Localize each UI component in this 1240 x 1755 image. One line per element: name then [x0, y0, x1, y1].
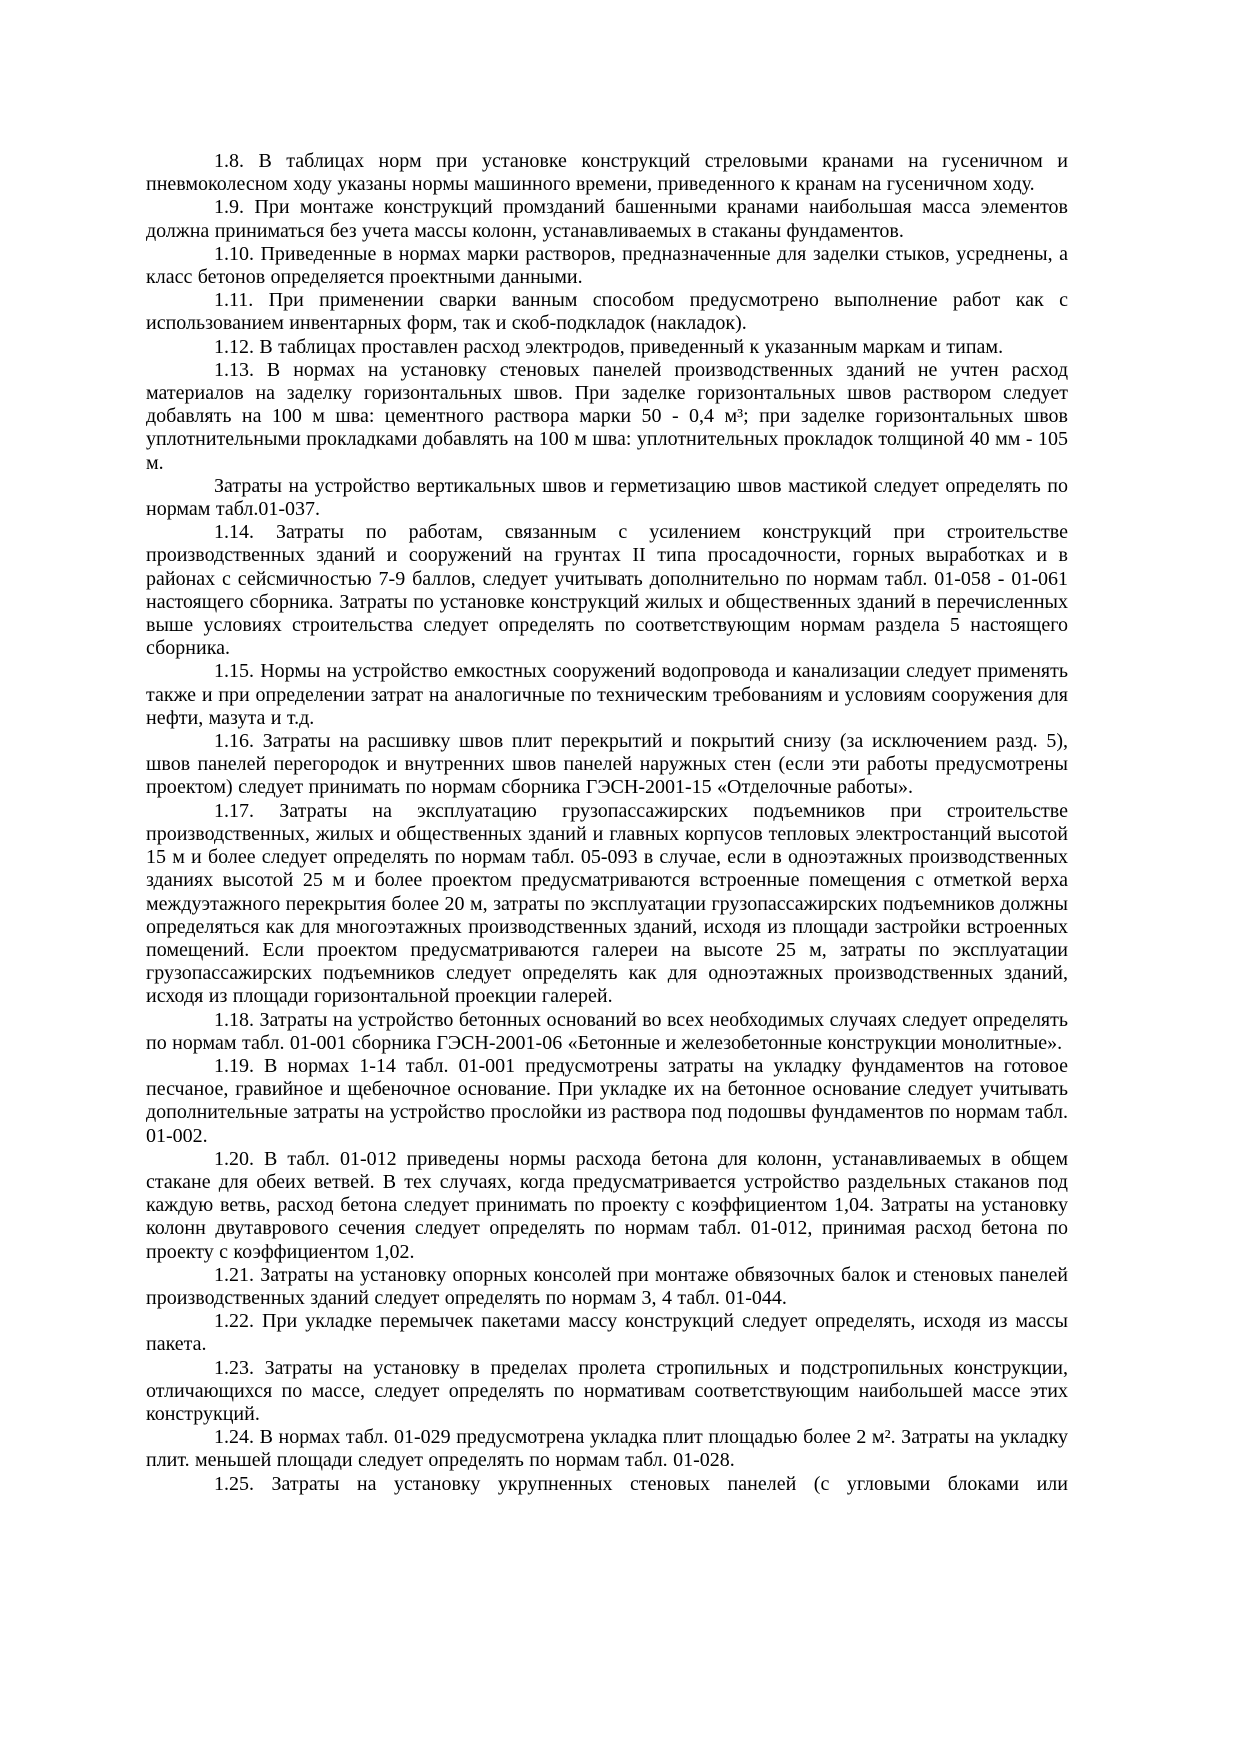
- paragraph-1-17: 1.17. Затраты на эксплуатацию грузопассажирских подъемников при строительстве производственных, жилых и общественных зданий и главных корпусов тепловых электростанций высотой 15 м и более следует определять по нормам табл. 05-093 в случае, если в одноэтажных производственных зданиях высотой 25 м и более проектом предусматриваются встроенные помещения с отметкой верха междуэтажного перекрытия более 20 м, затраты по эксплуатации грузопассажирских подъемников должны определяться как для многоэтажных производственных зданий, исходя из площади застройки встроенных помещений. Если проектом предусматриваются галереи на высоте 25 м, затраты по эксплуатации грузопассажирских подъемников следует определять как для одноэтажных производственных зданий, исходя из площади горизонтальной проекции галерей.: [146, 799, 1068, 1008]
- paragraph-1-24: 1.24. В нормах табл. 01-029 предусмотрена укладка плит площадью более 2 м². Затраты на укладку плит. меньшей площади следует определять по нормам табл. 01-028.: [146, 1426, 1068, 1472]
- paragraph-1-12: 1.12. В таблицах проставлен расход электродов, приведенный к указанным маркам и типам.: [214, 335, 1004, 358]
- paragraph-1-23: 1.23. Затраты на установку в пределах пролета стропильных и подстропильных конструкции, отличающихся по массе, следует определять по нормативам соответствующим наибольшей массе этих конструкций.: [146, 1356, 1068, 1425]
- document-body: [146, 150, 1068, 1496]
- paragraph-1-16: 1.16. Затраты на расшивку швов плит перекрытий и покрытий снизу (за исключением разд. 5), швов панелей перегородок и внутренних швов панелей наружных стен (если эти работы предусмотрены проектом) следует принимать по нормам сборника ГЭСН-2001-15 «Отделочные работы».: [146, 730, 1068, 799]
- paragraph-1-13: 1.13. В нормах на установку стеновых панелей производственных зданий не учтен расход материалов на заделку горизонтальных швов. При заделке горизонтальных швов раствором следует добавлять на 100 м шва: цементного раствора марки 50 - 0,4 м³; при заделке горизонтальных швов уплотнительными прокладками добавлять на 100 м шва: уплотнительных прокладок толщиной 40 мм - 105 м.: [146, 358, 1068, 474]
- paragraph-1-14: 1.14. Затраты по работам, связанным с усилением конструкций при строительстве производственных зданий и сооружений на грунтах II типа просадочности, горных выработках и в районах с сейсмичностью 7-9 баллов, следует учитывать дополнительно по нормам табл. 01-058 - 01-061 настоящего сборника. Затраты по установке конструкций жилых и общественных зданий в перечисленных выше условиях строительства следует определять по соответствующим нормам раздела 5 настоящего сборника.: [146, 521, 1068, 660]
- paragraph-1-11: 1.11. При применении сварки ванным способом предусмотрено выполнение работ как с использованием инвентарных форм, так и скоб-подкладок (накладок).: [146, 289, 1068, 335]
- paragraph-1-13-continuation: Затраты на устройство вертикальных швов и герметизацию швов мастикой следует определять по нормам табл.01-037.: [146, 474, 1068, 521]
- paragraph-1-20: 1.20. В табл. 01-012 приведены нормы расхода бетона для колонн, устанавливаемых в общем стакане для обеих ветвей. В тех случаях, когда предусматривается устройство раздельных стаканов под каждую ветвь, расход бетона следует принимать по проекту с коэффициентом 1,04. Затраты на установку колонн двутаврового сечения следует определять по нормам табл. 01-012, принимая расход бетона по проекту с коэффициентом 1,02.: [146, 1147, 1068, 1263]
- paragraph-1-21: 1.21. Затраты на установку опорных консолей при монтаже обвязочных балок и стеновых панелей производственных зданий следует определять по нормам 3, 4 табл. 01-044.: [146, 1263, 1068, 1309]
- paragraph-1-15: 1.15. Нормы на устройство емкостных сооружений водопровода и канализации следует применять также и при определении затрат на аналогичные по техническим требованиям и условиям сооружения для нефти, мазута и т.д.: [146, 660, 1068, 729]
- paragraph-1-22: 1.22. При укладке перемычек пакетами массу конструкций следует определять, исходя из массы пакета.: [146, 1310, 1068, 1356]
- paragraph-1-8: 1.8. В таблицах норм при установке конструкций стреловыми кранами на гусеничном и пневмоколесном ходу указаны нормы машинного времени, приведенного к кранам на гусеничном ходу.: [146, 150, 1068, 196]
- paragraph-1-10: 1.10. Приведенные в нормах марки растворов, предназначенные для заделки стыков, усреднены, а класс бетонов определяется проектными данными.: [146, 242, 1068, 289]
- paragraph-1-25: 1.25. Затраты на установку укрупненных стеновых панелей (с угловыми блоками или: [214, 1472, 1068, 1495]
- paragraph-1-9: 1.9. При монтаже конструкций промзданий башенными кранами наибольшая масса элементов должна приниматься без учета массы колонн, устанавливаемых в стаканы фундаментов.: [146, 196, 1068, 242]
- paragraph-1-18: 1.18. Затраты на устройство бетонных оснований во всех необходимых случаях следует определять по нормам табл. 01-001 сборника ГЭСН-2001-06 «Бетонные и железобетонные конструкции монолитные».: [146, 1008, 1068, 1054]
- paragraph-1-19: 1.19. В нормах 1-14 табл. 01-001 предусмотрены затраты на укладку фундаментов на готовое песчаное, гравийное и щебеночное основание. При укладке их на бетонное основание следует учитывать дополнительные затраты на устройство прослойки из раствора под подошвы фундаментов по нормам табл. 01-002.: [146, 1054, 1068, 1147]
